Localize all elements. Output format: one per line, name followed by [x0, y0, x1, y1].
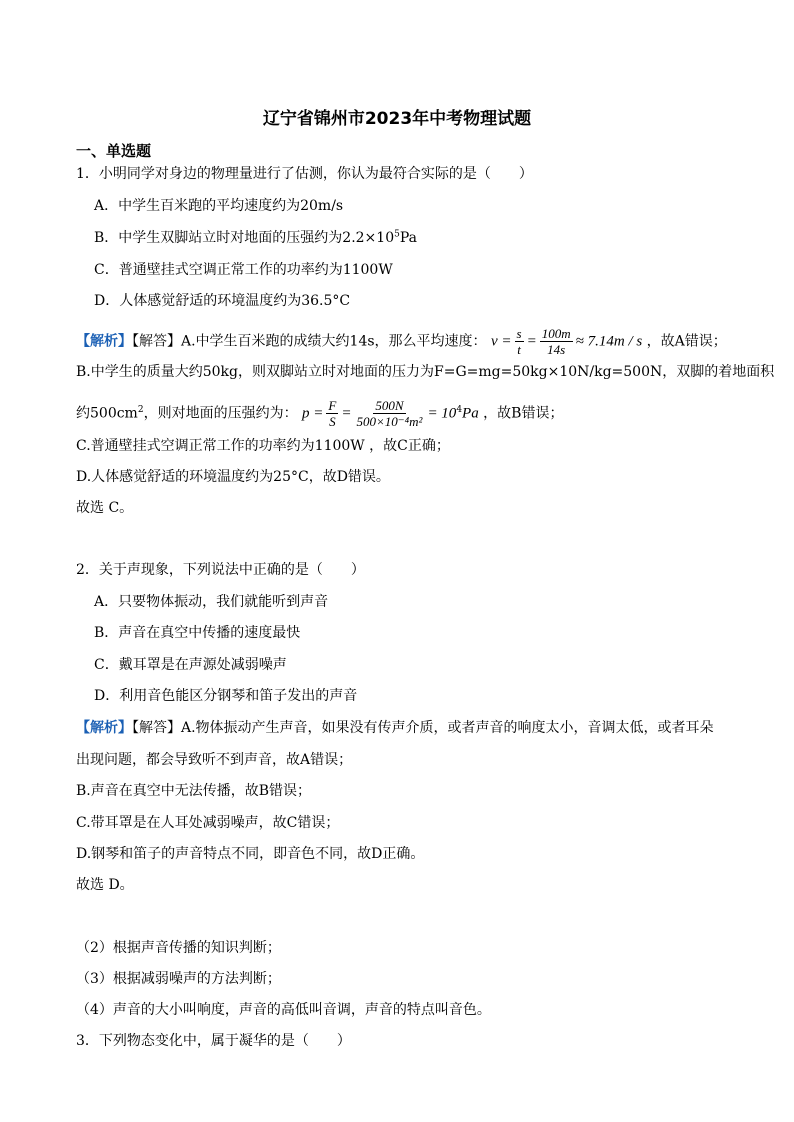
question-2-analysis-line-4: C.带耳罩是在人耳处减弱噪声，故C错误； — [76, 815, 340, 831]
analysis-tag: 【解析】 — [76, 720, 132, 736]
question-2-option-c: C．戴耳罩是在声源处减弱噪声 — [94, 657, 287, 673]
section-heading: 一、单选题 — [76, 142, 152, 160]
page-title: 辽宁省锦州市2023年中考物理试题 — [262, 109, 532, 129]
question-2-note-2: （2）根据声音传播的知识判断； — [76, 940, 281, 956]
question-1-option-c: C．普通壁挂式空调正常工作的功率约为1100W — [94, 262, 393, 278]
question-2-stem: 2．关于声现象，下列说法中正确的是（ ） — [76, 562, 365, 578]
question-2-analysis-line-5: D.钢琴和笛子的声音特点不同，即音色不同，故D正确。 — [76, 846, 425, 862]
question-2-answer: 故选 D。 — [76, 877, 134, 893]
fraction: $\frac{F}{S}$ — [328, 398, 337, 429]
question-1-option-d: D．人体感觉舒适的环境温度约为36.5°C — [94, 293, 351, 309]
question-2-option-d: D．利用音色能区分钢琴和笛子发出的声音 — [94, 688, 358, 704]
question-1-option-b: B．中学生双脚站立时对地面的压强约为$2.2\times 10^5Pa$ — [94, 229, 417, 246]
question-1-analysis-line-1: 【解析】【解答】A.中学生百米跑的成绩大约14s，那么平均速度： v = $\frac{s}{t}$ = $\frac{100m}{14s}$ ≈ 7.14m / s ，故A错误； — [76, 326, 727, 357]
question-2-note-4: （4）声音的大小叫响度，声音的高低叫音调，声音的特点叫音色。 — [76, 1002, 491, 1018]
question-1-answer: 故选 C。 — [76, 500, 134, 516]
fraction: $\frac{s}{t}$ — [516, 326, 522, 357]
question-1-analysis-line-2: B.中学生的质量大约50kg，则双脚站立时对地面的压力为F=G=mg=50kg×10N/kg=500N，双脚的着地面积 — [76, 364, 775, 380]
question-1-option-a: A．中学生百米跑的平均速度约为20m/s — [94, 198, 344, 214]
question-3-stem: 3．下列物态变化中，属于凝华的是（ ） — [76, 1033, 351, 1049]
question-2-analysis-line-1: 【解析】【解答】A.物体振动产生声音，如果没有传声介质，或者声音的响度太小，音调太低，或者耳朵 — [76, 720, 714, 736]
question-2-option-a: A．只要物体振动，我们就能听到声音 — [94, 594, 329, 610]
question-1-analysis-line-5: D.人体感觉舒适的环境温度约为25°C，故D错误。 — [76, 469, 390, 485]
fraction: $\frac{500N}{\text{500×10⁻⁴m²}}$ — [356, 398, 423, 429]
question-2-analysis-line-3: B.声音在真空中无法传播，故B错误； — [76, 783, 312, 799]
question-1-stem: 1．小明同学对身边的物理量进行了估测，你认为最符合实际的是（ ） — [76, 166, 533, 182]
fraction: $\frac{100m}{14s}$ — [541, 326, 571, 357]
question-2-note-3: （3）根据减弱噪声的方法判断； — [76, 971, 281, 987]
question-1-analysis-line-4: C.普通壁挂式空调正常工作的功率约为1100W ，故C正确； — [76, 438, 450, 454]
question-2-analysis-line-2: 出现问题，都会导致听不到声音，故A错误； — [76, 752, 353, 768]
analysis-tag: 【解析】 — [76, 333, 132, 350]
question-2-option-b: B．声音在真空中传播的速度最快 — [94, 625, 301, 641]
question-1-analysis-line-3: 约$500cm^2$，则对地面的压强约为： p = $\frac{F}{S}$ = $\frac{500N}{\text{500×10⁻⁴m²}}$ = $10^4Pa$ ，故B错误； — [76, 398, 564, 429]
